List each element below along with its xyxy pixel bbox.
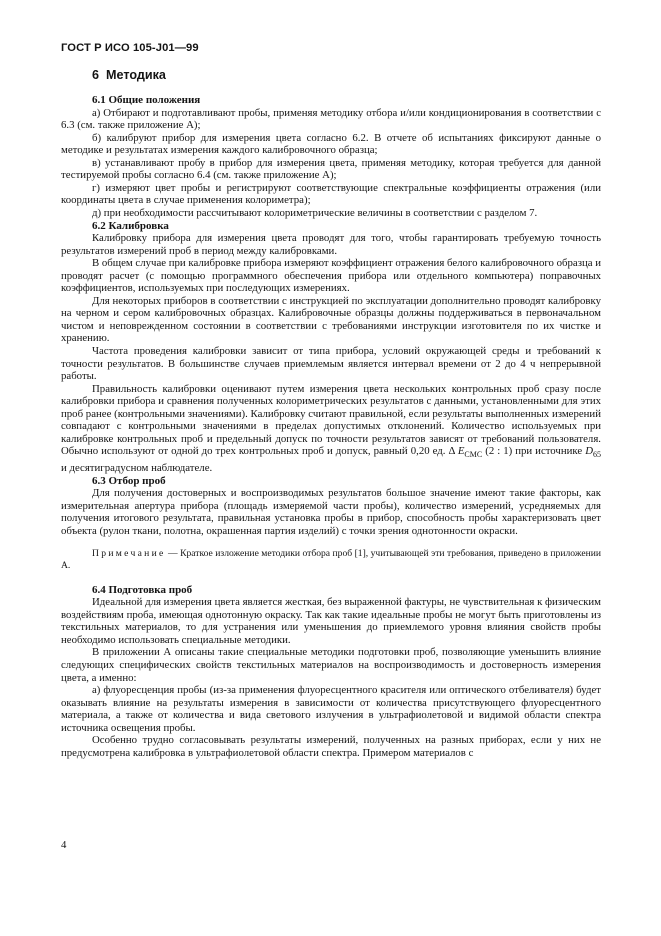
section-title: Методика [106, 68, 166, 82]
paragraph: Идеальной для измерения цвета является жесткая, без выраженной фактуры, не чувствительная к физическим воздействиям проба, имеющая однотонную окраску. Так как такие идеальные пробы не могут быть приготовлены из текстильных материалов, то для устранения или уменьшения до приемлемого уровня влияния свойств пробы необходимо использовать специальные методики. [61, 596, 601, 646]
note-text: — Краткое изложение методики отбора проб [1], учитывающей эти требования, приведено в приложении А. [61, 548, 601, 572]
section-heading [92, 66, 601, 94]
note-label: Примечание [92, 548, 166, 560]
paragraph: Частота проведения калибровки зависит от типа прибора, условий окружающей среды и требований к точности результатов. В большинстве случаев приемлемым является интервал времени от 2 до 4 ч непрерывной работы. [61, 345, 601, 383]
paragraph: Для некоторых приборов в соответствии с инструкцией по эксплуатации дополнительно проводят калибровку на черном и сером калибровочных образцах. Калибровочные образцы должны поддерживаться в первоначальном чистом и неповрежденном состоянии в соответствии с требованиями инструкции изготовителя по их чистке и хранению. [61, 294, 601, 345]
symbol-e: E [457, 445, 465, 458]
subscript-cmc: CMC [464, 450, 483, 460]
page-number: 4 [61, 839, 67, 851]
note [61, 548, 601, 571]
list-item-d: д) при необходимости рассчитывают колориметрические величины в соответствии с разделом 7. [92, 206, 538, 219]
subsection-title-6-4: 6.4 Подготовка проб [92, 583, 193, 596]
text-run: и десятиградусном наблюдателе. [61, 462, 213, 475]
paragraph: Калибровку прибора для измерения цвета проводят для того, чтобы гарантировать требуемую точность результатов измерений проб в период между калибровками. [61, 232, 601, 257]
section-number: 6 [92, 68, 100, 82]
subsection-title-6-3: 6.3 Отбор проб [92, 474, 166, 487]
paragraph: Для получения достоверных и воспроизводимых результатов большое значение имеют такие факторы, как измерительная апертура прибора (площадь измеряемой части пробы), количество измерений, усредняемых для получения итогового результата, правильная установка пробы в прибор, способность пробы характеризовать цвет объекта (рулон ткани, полотна, окрашенная партия изделий) с точки зрения однотонности окраски. [61, 487, 601, 537]
document-header: ГОСТ Р ИСО 105-J01—99 [61, 42, 199, 54]
list-item-v: в) устанавливают пробу в прибор для измерения цвета, применяя методику, которая требуется для данной тестируемой пробы согласно 6.4 (см. также приложение А); [61, 156, 601, 182]
subsection-title-6-1: 6.1 Общие положения [92, 94, 201, 106]
list-item-g: г) измеряют цвет пробы и регистрируют соответствующие спектральные коэффициенты отражения (или координаты цвета в случае применения колориметра); [61, 181, 601, 207]
paragraph: Особенно трудно согласовывать результаты измерений, полученных на разных приборах, если у них не предусмотрена калибровка в ультрафиолетовой области спектра. Примером материалов с [61, 734, 601, 759]
text-run: Правильность калибровки оценивают путем измерения цвета нескольких контрольных проб сразу после калибровки прибора и сравнения полученных колориметрических результатов с данными, установленными для этих проб ранее (контрольными значениями). Калибровку считают правильной, если результаты выполненных измерений совпадают с контрольными значениями в пределах допустимых отклонений. Количество используемых при калибровке контрольных проб и предельный допуск по точности результатов зависят от требований пользователя. Обычно используют от одной до трех контрольных проб и допуск, равный 0,20 ед. Δ [61, 382, 601, 458]
subsection-title-6-2: 6.2 Калибровка [92, 219, 169, 232]
paragraph: В приложении А описаны такие специальные методики подготовки проб, позволяющие уменьшить влияние следующих специфических свойств текстильных материалов на воспроизводимость и достоверность измерения цвета, а именно: [61, 646, 601, 684]
list-item-b: б) калибруют прибор для измерения цвета согласно 6.2. В отчете об испытаниях фиксируют данные о методике и результатах измерения каждого калибровочного образца; [61, 131, 601, 157]
page-content [61, 66, 601, 759]
symbol-d: D [585, 445, 593, 458]
paragraph-calibration-check [61, 383, 601, 475]
paragraph: В общем случае при калибровке прибора измеряют коэффициент отражения белого калибровочного образца и проводят расчет (с помощью программного обеспечения прибора или отдельного компьютера) поправочных коэффициентов, используемых при последующих измерениях. [61, 257, 602, 295]
paragraph: а) флуоресценция пробы (из-за применения флуоресцентного красителя или оптического отбеливателя) будет оказывать влияние на результаты измерения в зависимости от количества присутствующего флуоресцентного материала, а также от количества и вида светового излучения в ультрафиолетовой и видимой области спектра источника освещения пробы. [61, 684, 601, 734]
subscript-65: 65 [593, 450, 601, 460]
text-run: (2 : 1) при источнике [482, 445, 586, 458]
list-item-a: а) Отбирают и подготавливают пробы, применяя методику отбора и/или кондиционирования в соответствии с 6.3 (см. также приложение А); [61, 106, 601, 132]
